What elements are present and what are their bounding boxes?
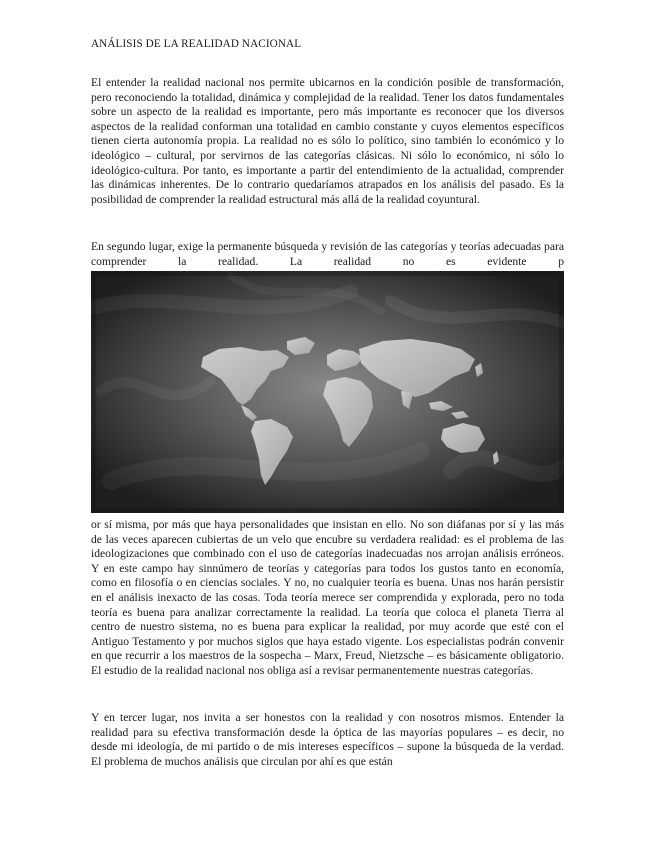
paragraph-1: El entender la realidad nacional nos permite ubicarnos en la condición posible de transformación, pero reconociendo la totalidad, dinámica y complejidad de la realidad. Tener los datos fundamentales sobre un aspecto de la realidad es importante, pero más importante es reconocer que los diversos aspectos de la realidad conforman una totalidad en cambio constante y cuyos elementos específicos tienen cierta autonomía propia. La realidad no es sólo lo político, sino también lo económico y lo ideológico – cultural, por servirnos de las categorías clásicas. Ni sólo lo económico, ni sólo lo ideológico-cultura. Por tanto, es importante a partir del entendimiento de la actualidad, comprender las dinámicas inherentes. De lo contrario quedaríamos atrapados en los análisis del pasado. Es la posibilidad de comprender la realidad estructural más allá de la realidad coyuntural.: [91, 76, 564, 206]
paragraph-4: Y en tercer lugar, nos invita a ser honestos con la realidad y con nosotros mismos. Entender la realidad para su efectiva transformación desde la óptica de las mayorías populares – es decir, no desde mi ideología, de mi partido o de mis intereses específicos – supone la búsqueda de la verdad. El problema de muchos análisis que circulan por ahí es que están: [91, 711, 564, 768]
paragraph-3: or sí misma, por más que haya personalidades que insistan en ello. No son diáfanas por sí y las más de las veces aparecen cubiertas de un velo que encubre su verdadera realidad: es el problema de las ideologizaciones que combinado con el uso de categorías inadecuadas nos arrojan análisis erróneos. Y en este campo hay sinnúmero de teorías y categorías para todos los gustos tanto en economía, como en filosofía o en ciencias sociales. Y no, no cualquier teoría es buena. Unas nos harán persistir en el análisis inexacto de las cosas. Toda teoría merece ser comprendida y explorada, pero no toda teoría es buena para analizar correctamente la realidad. La teoría que coloca el planeta Tierra al centro de nuestro sistema, no es buena para explicar la realidad, por muy acorde que esté con el Antiguo Testamento y por muchos siglos que haya estado vigente. Los especialistas podrán convenir en que recurrir a los maestros de la sospecha – Marx, Freud, Nietzsche – es básicamente obligatorio. El estudio de la realidad nacional nos obliga así a revisar permanentemente nuestras categorías.: [91, 518, 564, 677]
document-title: ANÁLISIS DE LA REALIDAD NACIONAL: [91, 38, 302, 50]
paragraph-2: En segundo lugar, exige la permanente búsqueda y revisión de las categorías y teorías adecuadas para comprender la realidad. La realidad no es evidente p: [91, 240, 564, 268]
world-map-chalkboard-image: [91, 271, 564, 513]
